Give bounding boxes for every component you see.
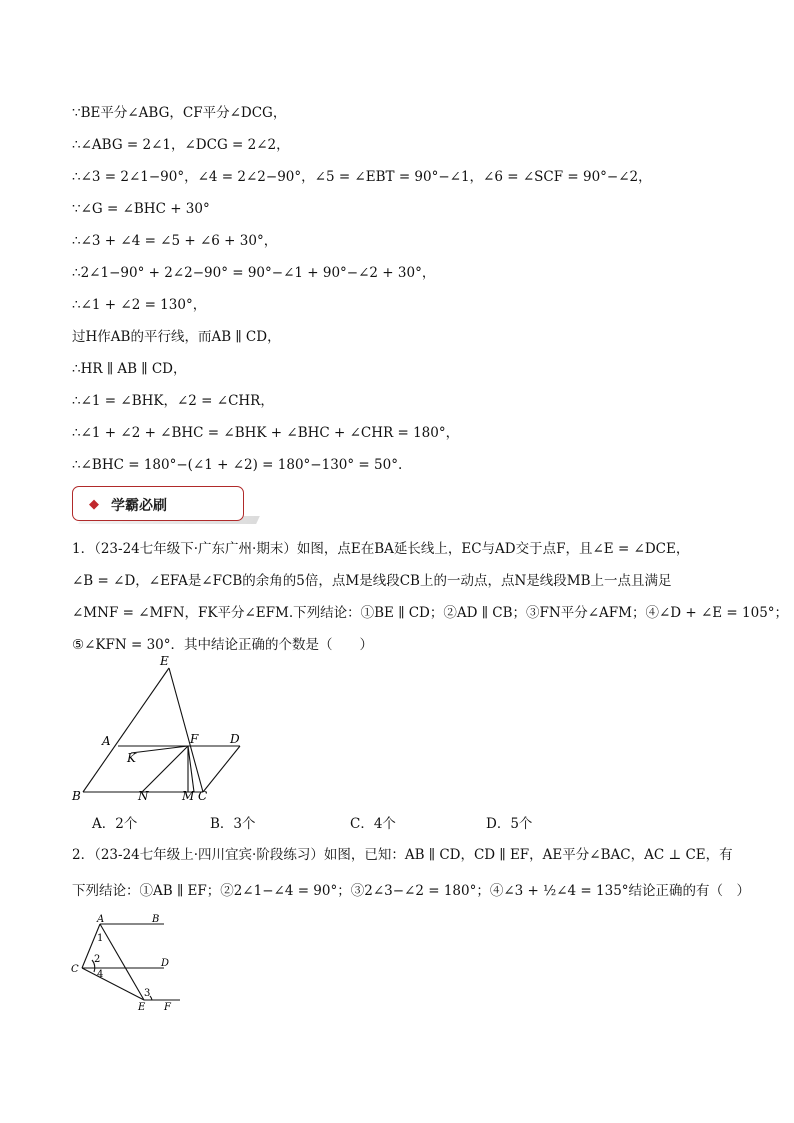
- q1-line: 1．（23-24七年级下·广东广州·期末）如图，点E在BA延长线上，EC与AD交于点F，且∠E = ∠DCE，: [72, 541, 690, 557]
- q1-figure: [60, 652, 260, 808]
- label-C: C: [198, 789, 208, 803]
- label-3: 3: [144, 988, 151, 999]
- q1-line: ∠MNF = ∠MFN，FK平分∠EFM.下列结论：①BE ∥ CD；②AD ∥ CB；③FN平分∠AFM；④∠D + ∠E = 105°；: [72, 605, 789, 621]
- label-C: C: [71, 964, 79, 975]
- option-b[interactable]: B．3个: [210, 816, 256, 832]
- q2-figure: [64, 908, 194, 1016]
- label-N: N: [138, 789, 149, 803]
- label-B: B: [72, 789, 81, 803]
- solution-line: ∴∠3 + ∠4 = ∠5 + ∠6 + 30°，: [72, 233, 278, 249]
- label-E: E: [138, 1002, 146, 1013]
- label-1: 1: [97, 933, 104, 944]
- label-D: D: [230, 732, 240, 746]
- solution-line: ∴2∠1−90° + 2∠2−90° = 90°−∠1 + 90°−∠2 + 30°，: [72, 265, 436, 281]
- solution-line: ∴∠3 = 2∠1−90°，∠4 = 2∠2−90°，∠5 = ∠EBT = 90°−∠1，∠6 = ∠SCF = 90°−∠2，: [72, 169, 652, 185]
- label-2: 2: [94, 954, 101, 965]
- solution-line: ∵BE平分∠ABG，CF平分∠DCG，: [72, 105, 287, 121]
- label-A: A: [97, 914, 105, 925]
- label-E: E: [160, 654, 169, 668]
- solution-line: ∴∠ABG = 2∠1，∠DCG = 2∠2，: [72, 137, 290, 153]
- q1-line: ⑤∠KFN = 30°．其中结论正确的个数是（ ）: [72, 637, 374, 653]
- label-D: D: [161, 958, 170, 969]
- diamond-icon: ◆: [89, 497, 99, 512]
- solution-line: ∵∠G = ∠BHC + 30°: [72, 201, 210, 217]
- label-M: M: [182, 789, 195, 803]
- option-d[interactable]: D．5个: [486, 816, 533, 832]
- solution-line: ∴∠BHC = 180°−(∠1 + ∠2) = 180°−130° = 50°.: [72, 457, 403, 473]
- solution-line: ∴HR ∥ AB ∥ CD，: [72, 361, 187, 377]
- solution-line: ∴∠1 = ∠BHK，∠2 = ∠CHR，: [72, 393, 274, 409]
- label-K: K: [127, 751, 136, 765]
- solution-line: 过H作AB的平行线，而AB ∥ CD，: [72, 329, 281, 345]
- q2-line: 2．（23-24七年级上·四川宜宾·阶段练习）如图，已知：AB ∥ CD，CD ∥ EF，AE平分∠BAC，AC ⊥ CE，有: [72, 847, 733, 863]
- option-c[interactable]: C．4个: [350, 816, 396, 832]
- solution-line: ∴∠1 + ∠2 = 130°，: [72, 297, 207, 313]
- label-B: B: [152, 914, 160, 925]
- label-4: 4: [97, 969, 104, 980]
- label-F: F: [190, 732, 199, 746]
- option-a[interactable]: A．2个: [92, 816, 138, 832]
- section-banner: [72, 486, 244, 521]
- label-F: F: [164, 1002, 171, 1013]
- solution-line: ∴∠1 + ∠2 + ∠BHC = ∠BHK + ∠BHC + ∠CHR = 180°，: [72, 425, 460, 441]
- section-title: 学霸必刷: [111, 498, 167, 514]
- label-A: A: [102, 734, 111, 748]
- q1-line: ∠B = ∠D，∠EFA是∠FCB的余角的5倍，点M是线段CB上的一动点，点N是线段MB上一点且满足: [72, 573, 672, 589]
- q2-line: 下列结论：①AB ∥ EF；②2∠1−∠4 = 90°；③2∠3−∠2 = 180°；④∠3 + ½∠4 = 135°结论正确的有（ ）: [72, 883, 751, 899]
